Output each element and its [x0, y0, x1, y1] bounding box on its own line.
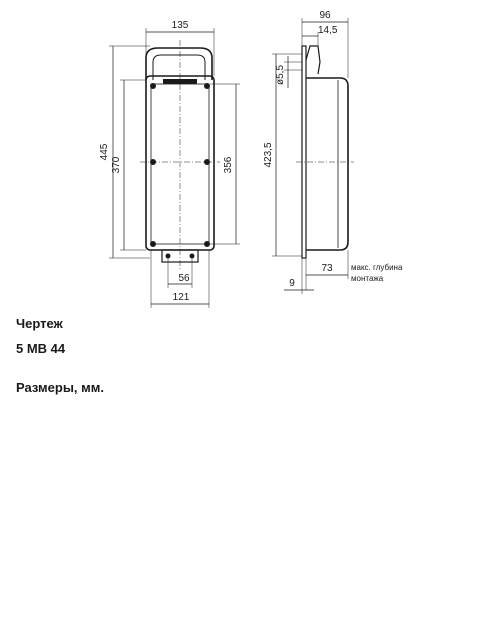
mount-hole — [205, 160, 210, 165]
technical-drawing — [0, 0, 500, 310]
mount-hole — [151, 160, 156, 165]
model-number: 5 МВ 44 — [16, 341, 66, 356]
dim-label-width-inner: 121 — [172, 292, 190, 303]
dim-label-height-mount: 370 — [111, 156, 122, 174]
mount-hole — [151, 84, 156, 89]
drawing-label: Чертеж — [16, 316, 63, 331]
dim-label-hole: ø5,5 — [275, 64, 286, 86]
depth-note-line2: монтажа — [351, 274, 384, 283]
dim-label-flange: 14,5 — [318, 25, 338, 36]
mount-hole — [205, 242, 210, 247]
dim-label-width-top: 135 — [171, 20, 189, 31]
depth-note-line1: макс. глубина — [351, 263, 403, 272]
lug-hole — [190, 254, 194, 258]
mount-hole — [151, 242, 156, 247]
units-note: Размеры, мм. — [16, 380, 104, 395]
side-plate — [302, 46, 306, 258]
side-body — [306, 78, 348, 250]
mount-hole — [205, 84, 210, 89]
dim-label-mount-depth: 73 — [321, 263, 333, 274]
lug-hole — [166, 254, 170, 258]
dim-label-width-bottom: 56 — [178, 273, 190, 284]
dim-label-height-inner: 356 — [223, 156, 234, 174]
dim-label-height-side: 423,5 — [263, 142, 274, 168]
side-handle — [306, 46, 320, 74]
front-view — [109, 28, 240, 308]
dim-label-height-total: 445 — [99, 143, 110, 161]
side-view — [272, 18, 354, 294]
dim-label-depth: 96 — [319, 10, 331, 21]
dim-label-offset: 9 — [289, 278, 295, 289]
